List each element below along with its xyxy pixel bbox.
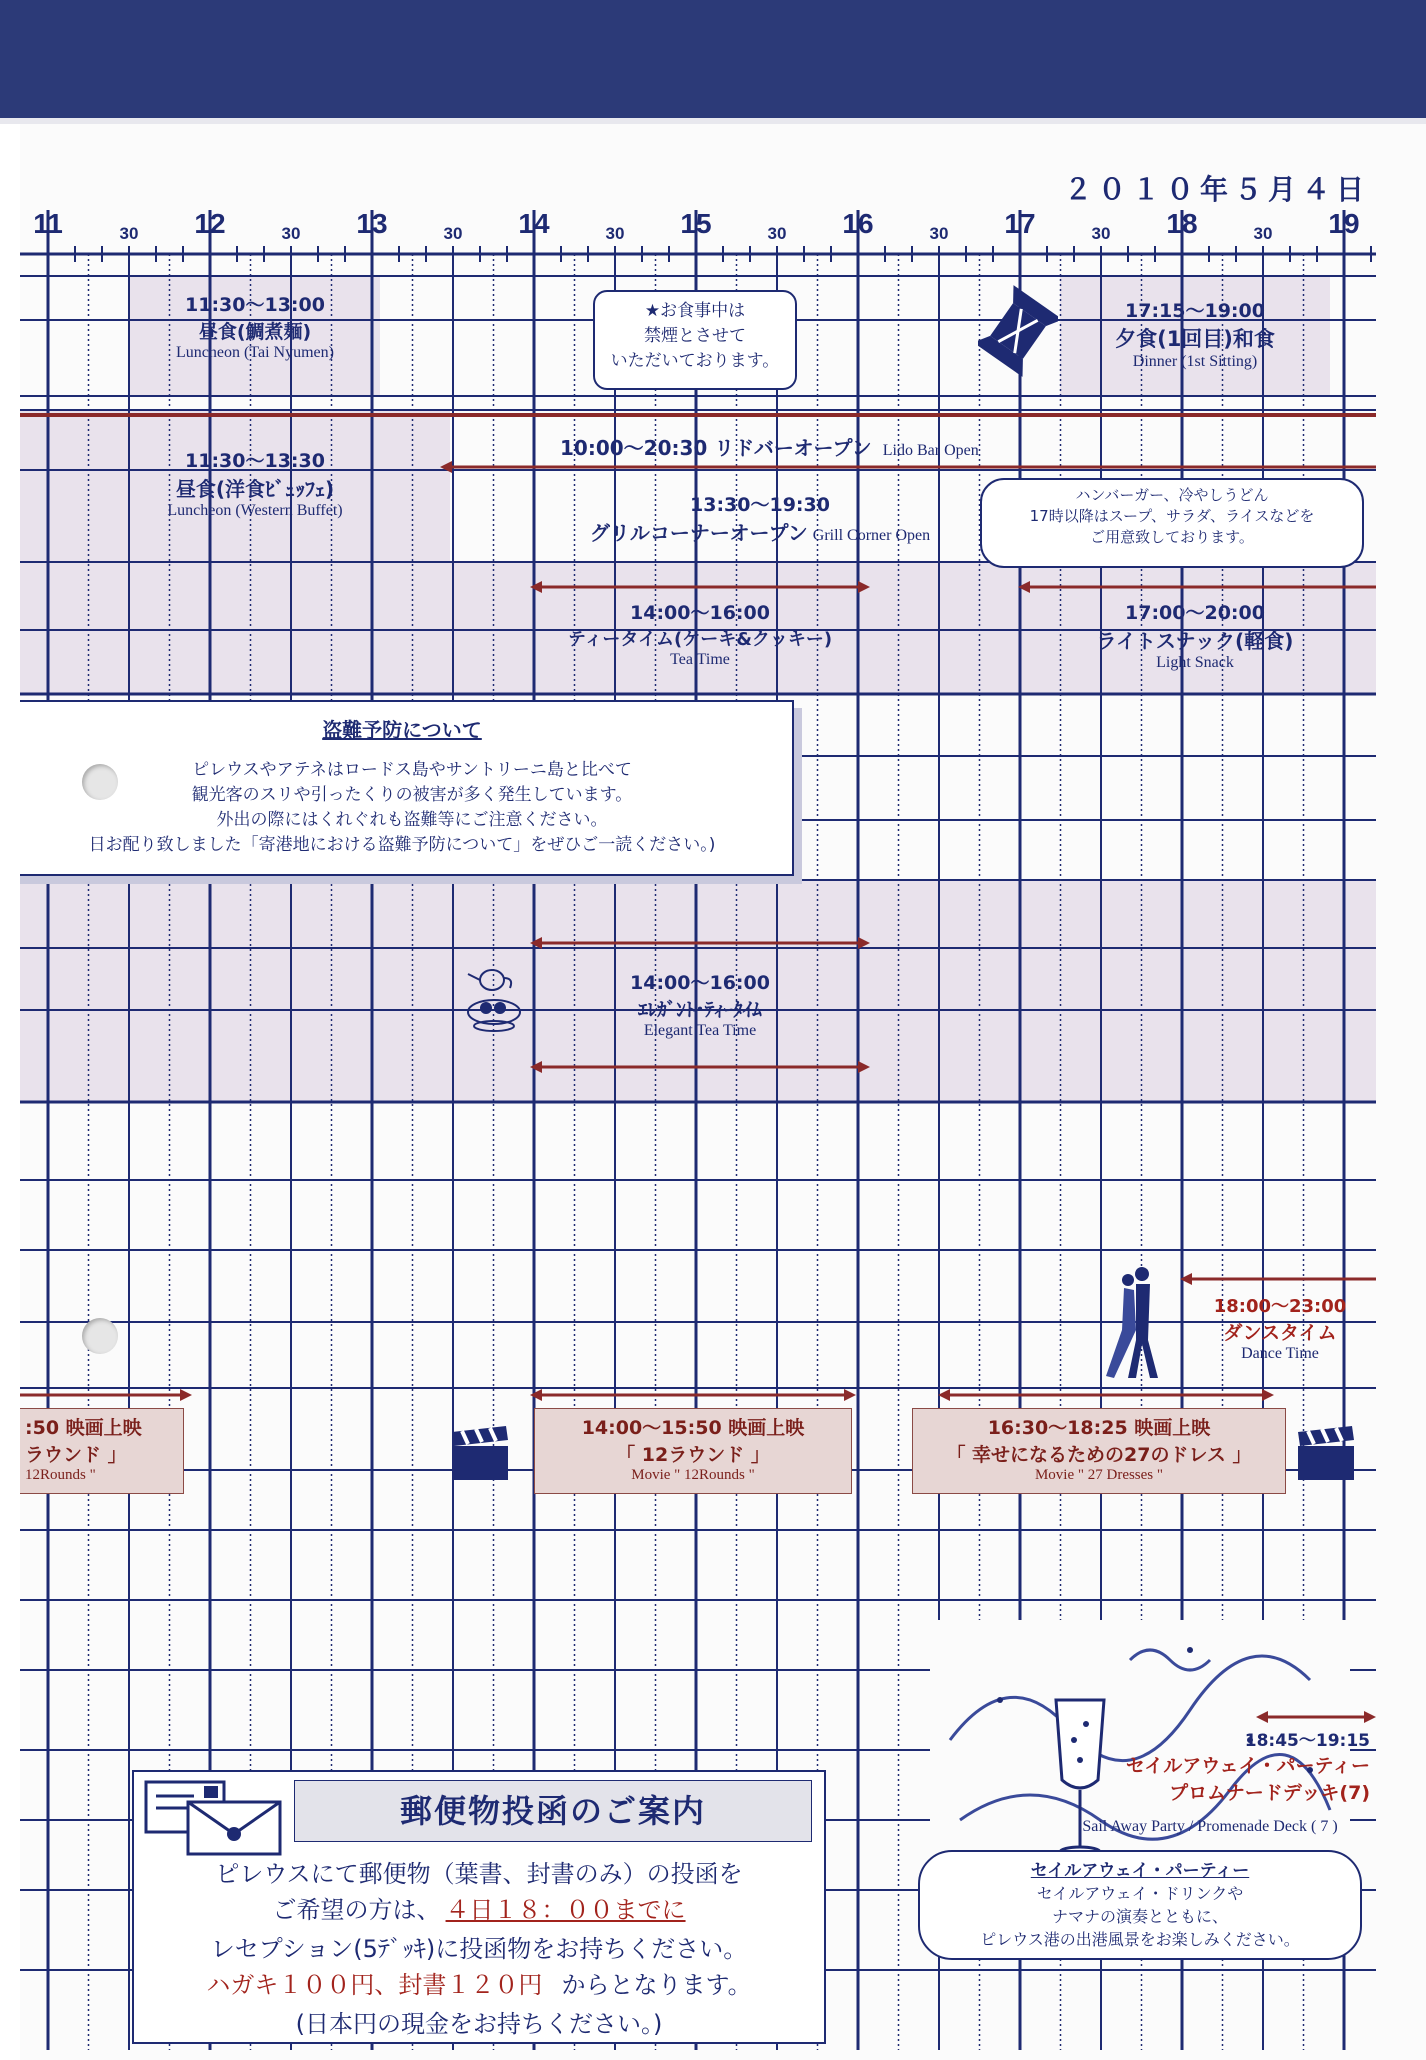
theft-notice-line3: 外出の際にはくれぐれも盗難等にご注意ください。 [216,810,608,830]
dinner-en: Dinner (1st Sitting) [1132,353,1258,370]
light-snack-name: ライトスナック(軽食) [1096,629,1294,653]
half-hour-label: 30 [119,224,139,243]
movie-left-line2: ラウンド 」 [25,1444,127,1466]
dinner-event [1065,296,1325,371]
lunch-buffet-name: 昼食(洋食ﾋﾞｭｯﾌｪ) [175,477,335,501]
half-hour-label: 30 [1253,224,1273,243]
light-snack-arrow [1018,580,1376,594]
mail-line5: (日本円の現金をお持ちください。) [295,2010,663,2038]
grill-event [550,490,970,546]
sail-note-title: セイルアウェイ・パーティー [1030,1861,1250,1881]
grill-arrow [440,460,1376,474]
lunch-noodle-en: Luncheon (Tai Nyumen) [176,344,334,361]
hour-label-19: 19 [1328,210,1360,239]
movie-1400-line3: Movie " 12Rounds " [631,1467,755,1483]
lido-bar-text: 10:00〜20:30 リドバーオープン [560,436,872,460]
grill-note-line2: 17時以降はスープ、サラダ、ライスなどを [1029,507,1315,525]
movie-1400-line1: 14:00〜15:50 映画上映 [581,1417,805,1439]
mail-deadline: ４日１８：００までに [445,1896,686,1924]
sail-away-event [1060,1726,1370,1805]
grill-note-line1: ハンバーガー、冷やしうどん [1075,486,1269,504]
dinner-time: 17:15〜19:00 [1125,300,1265,322]
half-hour-label: 30 [929,224,949,243]
mail-notice [132,1770,826,2044]
tea-time-en: Tea Time [670,651,730,668]
sail-away-time: 18:45〜19:15 [1244,1731,1370,1751]
lido-bar-event [560,432,979,461]
no-smoking-note [593,290,797,390]
half-hour-label: 30 [767,224,787,243]
lunch-noodle-event [130,290,380,362]
movie-left-line3: 12Rounds " [25,1467,96,1483]
theft-notice-line1: ピレウスやアテネはロードス島やサントリーニ島と比べて [192,760,632,780]
grill-note [980,478,1364,568]
movie-left-line1: :50 映画上映 [25,1417,142,1439]
movie-left-arrow [20,1388,192,1402]
mail-notice-body [134,1856,824,2042]
half-hour-label: 30 [605,224,625,243]
light-snack-en: Light Snack [1156,654,1234,671]
sail-away-arrow [1256,1710,1376,1724]
dance-en: Dance Time [1241,1345,1319,1362]
elegant-tea-en: Elegant Tea Time [643,1022,757,1039]
hour-label-16: 16 [842,210,874,239]
half-hour-label: 30 [1091,224,1111,243]
tea-time-arrow [530,580,870,594]
half-hour-label: 30 [281,224,301,243]
sail-away-name: セイルアウェイ・パーティー [1125,1755,1370,1777]
teapot-icon [460,960,530,1040]
lido-bar-arrow [20,408,1376,422]
tea-time-name: ティータイム(ケーキ&クッキー) [567,629,833,650]
schedule-grid [20,210,1376,2050]
left-margin [0,124,20,2060]
lido-bar-en: Lido Bar Open [882,442,979,459]
dance-time: 18:00〜23:00 [1213,1296,1347,1317]
sail-note-line2: ナマナの演奏とともに、 [1051,1907,1228,1926]
tea-time-time: 14:00〜16:00 [630,602,770,624]
elegant-tea-time: 14:00〜16:00 [630,972,770,994]
hour-label-11: 11 [33,210,63,239]
hour-label-18: 18 [1166,210,1198,239]
grill-en: Grill Corner Open [812,527,931,544]
no-smoking-line3: いただいております。 [610,351,780,371]
elegant-tea-arrow-top [530,936,870,950]
grill-name: グリルコーナーオープン [589,521,808,545]
sail-away-place: プロムナードデッキ(7) [1169,1782,1370,1804]
dinner-name: 夕食(1回目)和食 [1115,327,1275,351]
movie-1630-line2: 「 幸せになるための27のドレス 」 [946,1444,1252,1466]
mail-line4b: からとなります。 [561,1971,752,1999]
elegant-tea-event [530,968,870,1040]
dancers-icon [1100,1260,1180,1390]
candy-icon [978,276,1058,386]
hour-label-12: 12 [194,210,226,239]
light-snack-event [1060,598,1330,672]
elegant-tea-arrow-bottom [530,1060,870,1074]
theft-notice-line2: 観光客のスリや引ったくりの被害が多く発生しています。 [191,785,633,805]
lunch-noodle-time: 11:30〜13:00 [185,294,325,316]
clapperboard-icon [450,1424,510,1482]
clapperboard-icon-right [1296,1424,1356,1482]
lunch-buffet-event [130,446,380,520]
grill-time: 13:30〜19:30 [690,494,830,516]
mail-price: ハガキ１００円、封書１２０円 [206,1971,543,1999]
movie-1400-line2: 「 12ラウンド 」 [616,1444,770,1466]
hour-label-15: 15 [680,210,712,239]
hour-label-17: 17 [1004,210,1036,239]
sail-note-line1: セイルアウェイ・ドリンクや [1036,1884,1244,1903]
theft-notice-line4: 日お配り致しました「寄港地における盗難予防について」をぜひご一読ください。) [88,835,716,855]
theft-notice-title: 盗難予防について [322,718,482,742]
lunch-buffet-en: Luncheon (Western Buffet) [167,502,343,519]
hour-label-14: 14 [518,210,550,239]
tea-time-event [530,598,870,669]
light-snack-time: 17:00〜20:00 [1125,602,1265,624]
grill-note-line3: ご用意致しております。 [1090,528,1254,546]
top-band-edge [0,118,1426,124]
punch-hole-bottom [82,1318,118,1354]
sail-away-en: Sail Away Party / Promenade Deck ( 7 ) [1082,1818,1338,1835]
movie-1630-box [912,1408,1286,1494]
mail-notice-title: 郵便物投函のご案内 [399,1792,706,1830]
movie-1400-box [534,1408,852,1494]
movie-1630-line3: Movie " 27 Dresses " [1034,1467,1164,1483]
hour-label-13: 13 [356,210,388,239]
punch-hole-top [82,764,118,800]
sail-note-line3: ピレウス港の出港風景をお楽しみください。 [980,1930,1300,1949]
mail-line3: レセプション(5ﾃﾞｯｷ)に投函物をお持ちください。 [210,1935,748,1963]
movie-1400-arrow [530,1388,856,1402]
half-hour-label: 30 [443,224,463,243]
sail-away-note [918,1850,1362,1960]
dance-name: ダンスタイム [1223,1322,1337,1344]
dance-arrow [1180,1272,1376,1286]
mail-line1: ピレウスにて郵便物（葉書、封書のみ）の投函を [215,1860,743,1888]
mail-line2a: ご希望の方は、 [272,1896,441,1924]
movie-1630-arrow [938,1388,1274,1402]
lunch-noodle-name: 昼食(鯛煮麺) [198,321,312,343]
no-smoking-line2: 禁煙とさせて [644,326,746,346]
page-date: ２０１０年５月４日 [1063,173,1370,206]
dance-event [1190,1292,1370,1363]
top-band [0,0,1426,118]
theft-prevention-notice [20,700,794,876]
movie-left-box [20,1408,184,1494]
envelope-icon [144,1778,294,1858]
movie-1630-line1: 16:30〜18:25 映画上映 [987,1417,1211,1439]
elegant-tea-name: ｴﾚｶﾞﾝﾄ･ﾃｨｰﾀｲﾑ [638,999,762,1021]
mail-title-bar [294,1780,812,1842]
no-smoking-line1: ★お食事中は [644,301,746,321]
lunch-buffet-time: 11:30〜13:30 [185,450,325,472]
